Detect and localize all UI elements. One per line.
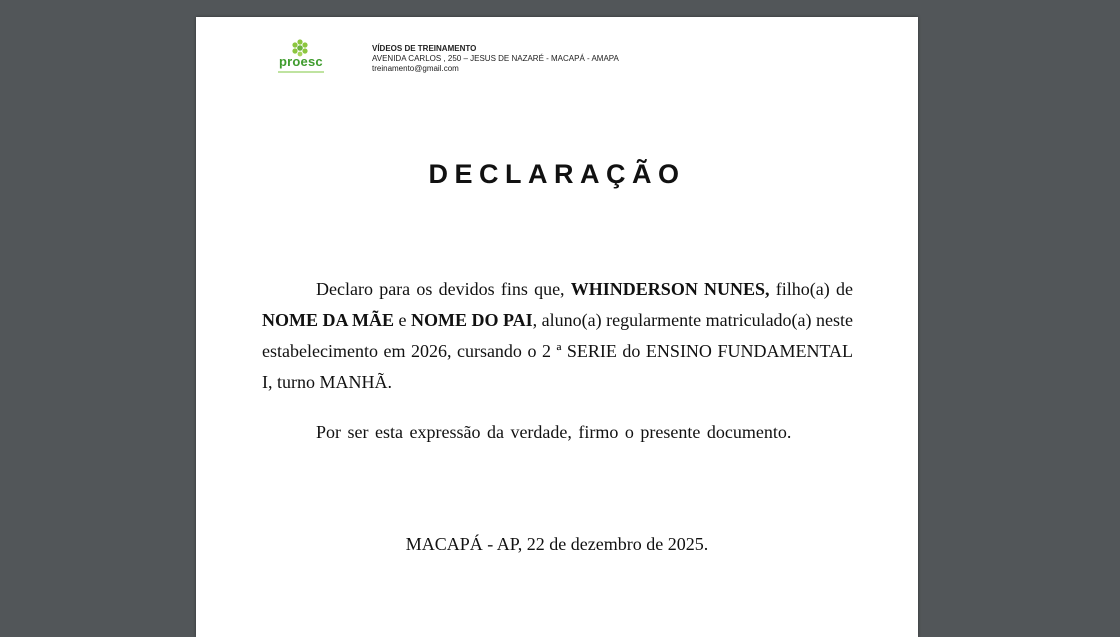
closing-paragraph: Por ser esta expressão da verdade, firmo o presente documento.	[316, 422, 792, 442]
mother-name: NOME DA MÃE	[262, 310, 394, 330]
intro-text: Declaro para os devidos fins que,	[316, 279, 571, 299]
father-name: NOME DO PAI	[411, 310, 533, 330]
school-header	[372, 44, 619, 74]
son-of-text: filho(a) de	[769, 279, 853, 299]
institution-email: treinamento@gmail.com	[372, 64, 459, 73]
logo-text: proesc	[279, 54, 323, 69]
document-title: DECLARAÇÃO	[428, 159, 686, 189]
student-name: WHINDERSON NUNES,	[570, 279, 770, 299]
institution-name: VÍDEOS DE TREINAMENTO	[372, 44, 477, 53]
institution-address: AVENIDA CARLOS , 250 – JESUS DE NAZARÉ - MACAPÁ - AMAPA	[372, 54, 619, 63]
logo-tagline-bar	[278, 71, 324, 73]
document-page	[196, 17, 918, 637]
enrollment-text: , aluno(a) regularmente matriculado(a) neste estabelecimento em 2026, cursando o 2 ª SERIE do ENSINO FUNDAMENTAL I, turno MANHÃ.	[262, 310, 854, 392]
place-and-date: MACAPÁ - AP, 22 de dezembro de 2025.	[405, 534, 709, 554]
declaration-paragraph	[262, 274, 853, 398]
and-text: e	[394, 310, 411, 330]
